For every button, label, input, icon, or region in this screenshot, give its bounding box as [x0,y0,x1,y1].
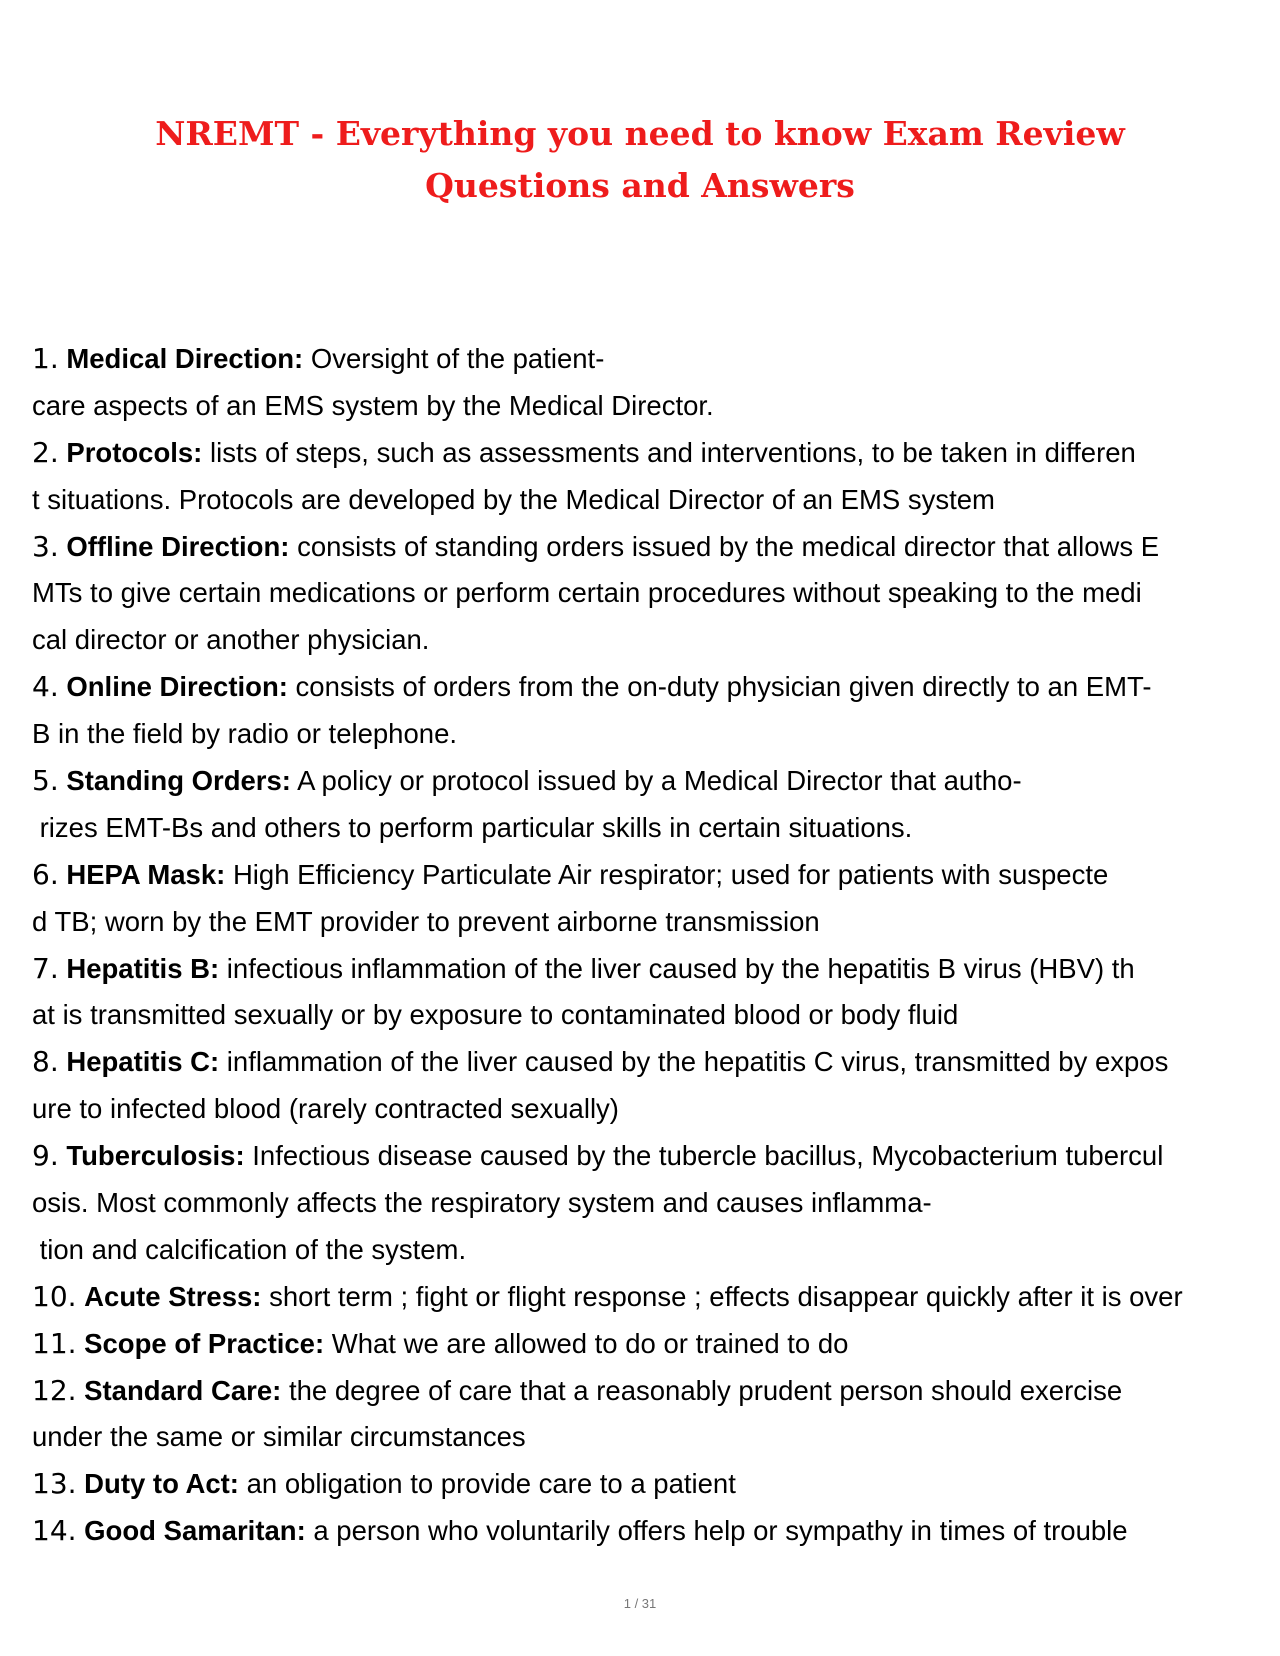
entry-number: 11. [32,1326,77,1360]
entry-term: Online Direction: [66,671,288,703]
entry-definition: care aspects of an EMS system by the Medical Director. [32,389,714,421]
entry-number: 13. [32,1467,77,1501]
entry-definition: short term ; fight or flight response ; effects disappear quickly after it is over [269,1280,1183,1312]
title-line-1: NREMT - Everything you need to know Exam Review [155,114,1125,153]
entry-term: HEPA Mask: [66,858,226,890]
entry-first-line [32,336,1252,383]
entry-continuation-line [32,1227,1252,1274]
entry-number: 5. [32,764,59,798]
entry-term: Duty to Act: [84,1468,239,1500]
qa-entry [32,1039,1252,1133]
entry-first-line [32,1368,1252,1415]
entry-definition: a person who voluntarily offers help or sympathy in times of trouble [313,1515,1128,1547]
entry-term: Protocols: [66,436,203,468]
entry-first-line [32,758,1252,805]
qa-entry [32,1321,1252,1368]
qa-entry [32,336,1252,430]
entry-continuation-line [32,711,1252,758]
entry-definition: d TB; worn by the EMT provider to prevent airborne transmission [32,905,820,937]
entry-definition: infectious inflammation of the liver caused by the hepatitis B virus (HBV) th [226,952,1135,984]
entry-term: Standing Orders: [66,765,291,797]
entry-term: Medical Direction: [66,343,304,374]
entry-number: 14. [32,1514,77,1548]
entry-definition: High Efficiency Particulate Air respirator; used for patients with suspecte [232,858,1109,890]
entry-number: 12. [32,1373,77,1407]
entry-term: Hepatitis C: [66,1046,220,1078]
qa-entry [32,946,1252,1040]
entry-definition: rizes EMT-Bs and others to perform particular skills in certain situations. [32,811,913,843]
entry-number: 7. [32,951,59,985]
qa-entry [32,1133,1252,1274]
qa-entry [32,430,1252,524]
entry-definition: MTs to give certain medications or perform certain procedures without speaking to the medi [32,577,1142,609]
entry-continuation-line [32,1414,1252,1461]
qa-list [32,336,1252,1555]
entry-first-line [32,664,1252,711]
entry-definition: t situations. Protocols are developed by the Medical Director of an EMS system [32,483,995,515]
entry-number: 4. [32,670,59,704]
entry-continuation-line [32,1180,1252,1227]
entry-number: 10. [32,1279,77,1313]
entry-first-line [32,1133,1252,1180]
entry-number: 3. [32,529,59,563]
qa-entry [32,1368,1252,1462]
entry-continuation-line [32,383,1252,430]
entry-first-line [32,1461,1252,1508]
entry-continuation-line [32,570,1252,617]
entry-term: Offline Direction: [66,530,290,562]
entry-first-line [32,1039,1252,1086]
entry-number: 6. [32,857,59,891]
entry-definition: What we are allowed to do or trained to do [331,1327,849,1359]
qa-entry [32,1274,1252,1321]
entry-definition: an obligation to provide care to a patient [246,1468,736,1500]
entry-continuation-line [32,992,1252,1039]
entry-term: Acute Stress: [84,1280,262,1312]
entry-first-line [32,524,1252,571]
qa-entry [32,1508,1252,1555]
entry-continuation-line [32,617,1252,664]
entry-term: Scope of Practice: [84,1327,325,1359]
entry-continuation-line [32,1086,1252,1133]
entry-definition: tion and calcification of the system. [32,1233,467,1265]
qa-entry [32,524,1252,665]
entry-definition: consists of standing orders issued by the medical director that allows E [297,530,1160,562]
entry-definition: A policy or protocol issued by a Medical Director that autho- [297,765,1022,797]
entry-definition: B in the field by radio or telephone. [32,718,458,750]
entry-term: Tuberculosis: [66,1140,245,1172]
entry-definition: at is transmitted sexually or by exposure to contaminated blood or body fluid [32,999,959,1031]
entry-continuation-line [32,477,1252,524]
entry-definition: Infectious disease caused by the tubercle bacillus, Mycobacterium tubercul [252,1140,1164,1172]
entry-first-line [32,1274,1252,1321]
qa-entry [32,1461,1252,1508]
entry-first-line [32,852,1252,899]
entry-definition: ure to infected blood (rarely contracted sexually) [32,1093,619,1125]
entry-definition: inflammation of the liver caused by the hepatitis C virus, transmitted by expos [226,1046,1169,1078]
entry-definition: consists of orders from the on-duty physician given directly to an EMT- [295,671,1152,703]
qa-entry [32,664,1252,758]
entry-definition: cal director or another physician. [32,624,430,656]
entry-number: 2. [32,435,59,469]
entry-number: 8. [32,1045,59,1079]
entry-definition: Oversight of the patient- [310,343,605,374]
entry-definition: under the same or similar circumstances [32,1421,526,1453]
title-line-2: Questions and Answers [425,166,855,205]
document-title [0,108,1280,212]
qa-entry [32,758,1252,852]
entry-continuation-line [32,899,1252,946]
entry-first-line [32,1508,1252,1555]
entry-term: Hepatitis B: [66,952,220,984]
entry-term: Good Samaritan: [84,1515,306,1547]
entry-definition: the degree of care that a reasonably prudent person should exercise [288,1374,1123,1406]
entry-first-line [32,1321,1252,1368]
entry-definition: lists of steps, such as assessments and interventions, to be taken in differen [209,436,1136,468]
entry-continuation-line [32,805,1252,852]
entry-term: Standard Care: [84,1374,282,1406]
page-indicator: 1 / 31 [623,1596,657,1611]
entry-first-line [32,946,1252,993]
entry-first-line [32,430,1252,477]
entry-number: 9. [32,1139,59,1173]
qa-entry [32,852,1252,946]
entry-definition: osis. Most commonly affects the respiratory system and causes inflamma- [32,1187,932,1219]
entry-number: 1. [32,342,59,375]
